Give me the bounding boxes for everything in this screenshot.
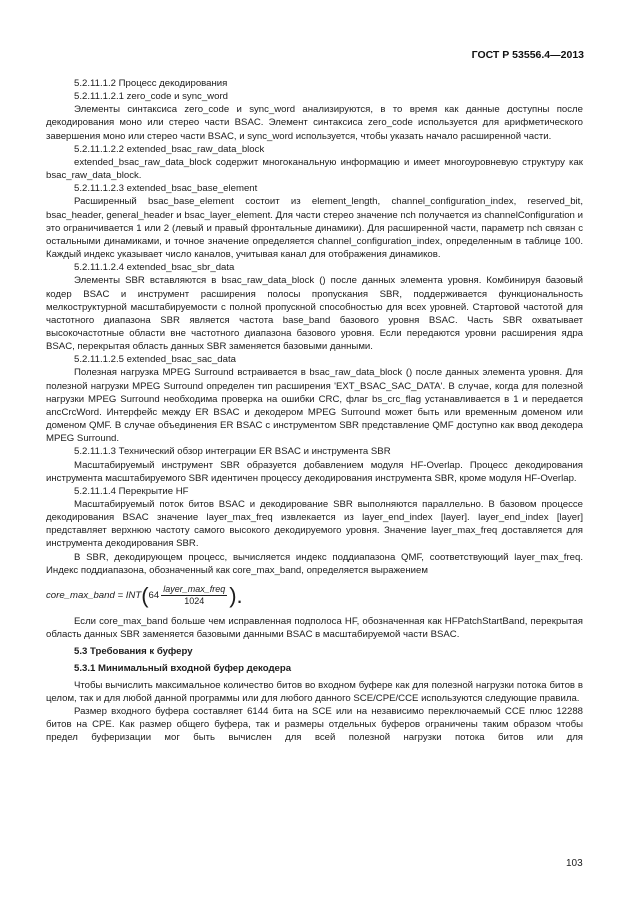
section-heading-5-3: 5.3 Требования к буферу (74, 646, 193, 658)
subsection-heading-5-2-11-1-2-2: 5.2.11.1.2.2 extended_bsac_raw_data_block (74, 143, 265, 155)
paragraph: Размер входного буфера составляет 6144 бита на SCE или на независимо переключаемый CCE плюс 12288 битов на CPE. Как размер общего буфера, так и размеры отдельных буферов ограничены таким образом чтобы предел буферизации мог быть вычислен для всей полезной нагрузки потока битов или для (46, 705, 583, 744)
paragraph: Масштабируемый поток битов BSAC и декодирование SBR выполняются параллельно. В базовом процессе декодирования BSAC значение layer_max_freq извлекается из layer_end_index [layer]. layer_end_index [layer] представляет верхнюю частоту самого высокого декодируемого уровня. Значение layer_max_freq доставляется для инструмента декодирования SBR. (46, 499, 583, 550)
subsection-heading-5-2-11-1-2-1: 5.2.11.1.2.1 zero_code и sync_word (74, 91, 228, 103)
formula-fraction (161, 584, 227, 607)
subsection-heading-5-2-11-1-3: 5.2.11.1.3 Технический обзор интеграции ER BSAC и инструмента SBR (74, 446, 391, 458)
paragraph: extended_bsac_raw_data_block содержит многоканальную информацию и имеет многоуровневую структуру как bsac_raw_data_block. (46, 156, 583, 182)
subsection-heading-5-2-11-1-4: 5.2.11.1.4 Перекрытие HF (74, 485, 189, 497)
paragraph: Элементы SBR вставляются в bsac_raw_data_block () после данных элемента уровня. Комбинируя базовый кодер BSAC и инструмент расширения полосы пропускания SBR, поддерживается функциональность мелкоструктурной масштабируемости с полной пропускной способностью для всех уровней. Стартовой частотой для частотного диапазона SBR является частота base_band базового уровня BSAC. Часть SBR охватывает высокочастотные области вне частотного диапазона базового уровня. Если передаются уровни расширения ядра BSAC, перекрытая область данных SBR заменяется базовыми данными. (46, 275, 583, 353)
section-heading-5-3-1: 5.3.1 Минимальный входной буфер декодера (74, 663, 292, 675)
subsection-heading-5-2-11-1-2-3: 5.2.11.1.2.3 extended_bsac_base_element (74, 183, 258, 195)
page-number: 103 (566, 858, 583, 869)
formula-close-paren: ). (229, 582, 243, 608)
formula-coefficient: 64 (148, 590, 160, 602)
formula-denominator: 1024 (184, 596, 205, 607)
paragraph: Чтобы вычислить максимальное количество битов во входном буфере как для полезной нагрузки потока битов в целом, так и для любой данной программы или для любого данного SCE/CPE/CCE используются следующие правила. (46, 679, 583, 704)
subsection-heading-5-2-11-1-2-4: 5.2.11.1.2.4 extended_bsac_sbr_data (74, 262, 235, 274)
paragraph: В SBR, декодирующем процесс, вычисляется индекс поддиапазона QMF, соответствующий layer_max_freq. Индекс поддиапазона, обозначенный как core_max_band, определяется выражением (46, 551, 583, 576)
core-max-band-formula (46, 579, 583, 613)
paragraph: Расширенный bsac_base_element состоит из element_length, channel_configuration_index, reserved_bit, bsac_header, general_header и bsac_layer_element. Для части стерео значение nch получается из channelConfiguration и это ограничивается 1 или 2 (левый и правый фронтальные динамики). Для расширенной части, параметр nch связан с остальными динамиками, и точное значение определяется channel_configuration_index, определенным в таблице 100. Каждый индекс указывает число каналов, учитывая канал для отображения динамиков. (46, 196, 583, 261)
formula-numerator: layer_max_freq (163, 584, 226, 595)
paragraph: Если core_max_band больше чем исправленная подполоса HF, обозначенная как HFPatchStartBand, перекрытая область данных SBR заменяется базовыми данными BSAC в масштабируемой части BSAC. (46, 615, 583, 641)
formula-lhs: core_max_band = INT (46, 590, 142, 602)
subsection-heading-5-2-11-1-2-5: 5.2.11.1.2.5 extended_bsac_sac_data (74, 354, 236, 366)
paragraph: Масштабируемый инструмент SBR образуется добавлением модуля HF-Overlap. Процесс декодирования инструмента масштабируемого SBR идентичен процессу декодирования инструмента SBR, кроме модуля HF-Overlap. (46, 459, 583, 484)
section-heading-5-2-11-1-2: 5.2.11.1.2 Процесс декодирования (74, 78, 228, 89)
formula-open-paren: ( (141, 582, 149, 608)
page-body (46, 77, 583, 744)
standard-header: ГОСТ Р 53556.4—2013 (471, 49, 584, 61)
paragraph: Полезная нагрузка MPEG Surround встраивается в bsac_raw_data_block () после данных элемента уровня. Для полезной нагрузки MPEG Surround определен тип расширения 'EXT_BSAC_SAC_DATA'. В случае, когда для полезной нагрузки MPEG Surround необходима проверка на ошибки CRC, флаг bs_crc_flag устанавливается в 1 и передается ancCrcWord. Интерфейс между ER BSAC и декодером MPEG Surround может быть или временным доменом или доменом QMF. В случае объединения ER BSAC с инструментом SBR представление QMF доступно как ввод декодера MPEG Surround. (46, 367, 583, 445)
paragraph: Элементы синтаксиса zero_code и sync_word анализируются, в то время как данные доступны после декодирования моно или стерео части BSAC. Элемент синтаксиса zero_code используется для арифметического завершения моно или стерео части BSAC, и sync_word используется, чтобы указать начало расширенной части. (46, 104, 583, 142)
